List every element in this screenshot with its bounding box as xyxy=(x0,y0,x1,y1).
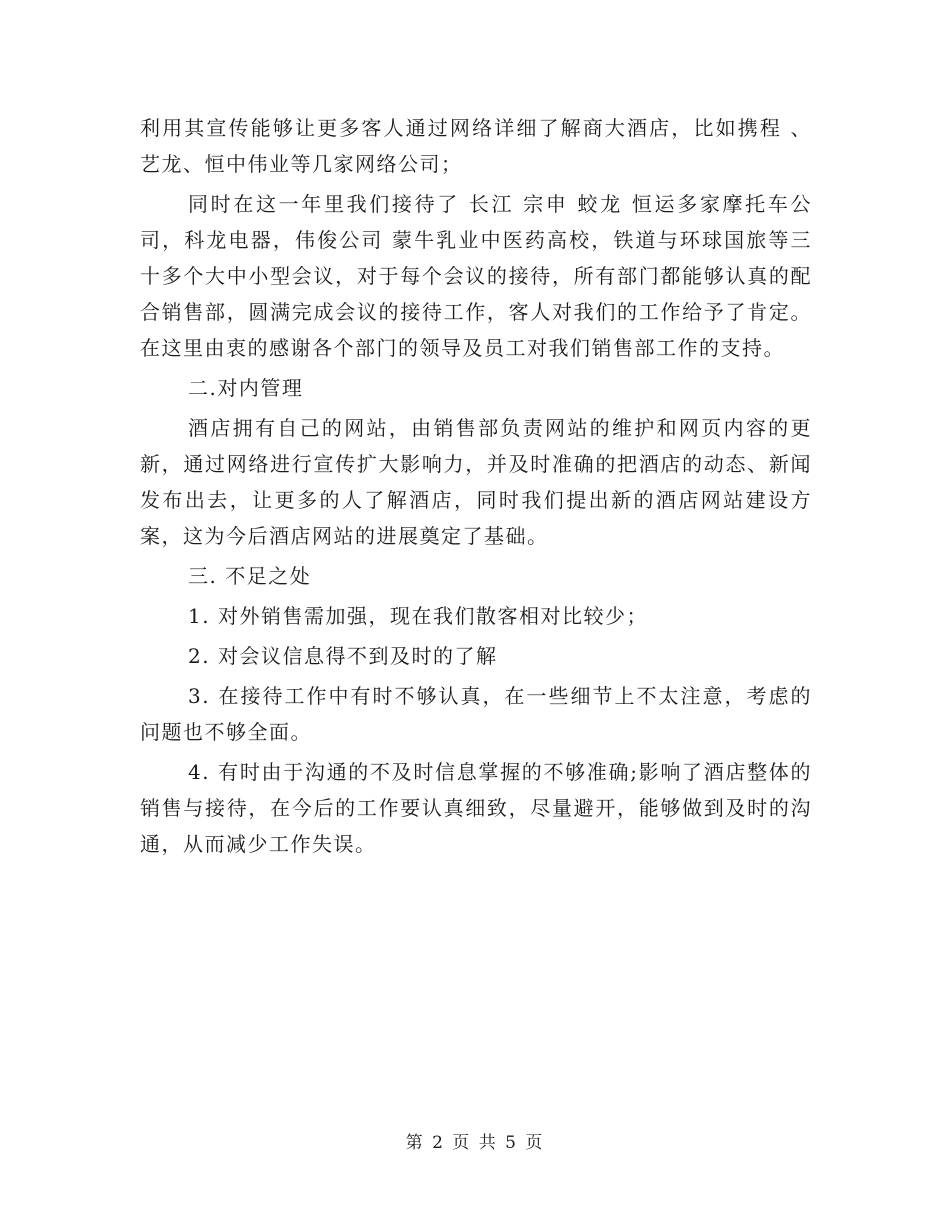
paragraph-hotel-website: 酒店拥有自己的网站，由销售部负责网站的维护和网页内容的更新，通过网络进行宣传扩大影响力，并及时准确的把酒店的动态、新闻发布出去，让更多的人了解酒店，同时我们提出新的酒店网站建设方案，这为今后酒店网站的进展奠定了基础。 xyxy=(140,416,812,548)
section-heading-shortcomings: 三. 不足之处 xyxy=(188,564,312,588)
page-number-footer: 第 2 页 共 5 页 xyxy=(405,1133,545,1153)
list-item-shortcoming-1: 1. 对外销售需加强，现在我们散客相对比较少； xyxy=(188,604,648,628)
list-item-shortcoming-3: 3. 在接待工作中有时不够认真，在一些细节上不太注意，考虑的问题也不够全面。 xyxy=(140,684,812,744)
paragraph-website-promotion: 利用其宣传能够让更多客人通过网络详细了解商大酒店，比如携程 、艺龙、恒中伟业等几家网络公司； xyxy=(140,116,812,176)
paragraph-conference-reception: 同时在这一年里我们接待了 长江 宗申 蛟龙 恒运多家摩托车公司，科龙电器，伟俊公司 蒙牛乳业中医药高校，铁道与环球国旅等三十多个大中小型会议，对于每个会议的接待，所有部门都能够认真的配合销售部，圆满完成会议的接待工作，客人对我们的工作给予了肯定。在这里由衷的感谢各个部门的领导及员工对我们销售部工作的支持。 xyxy=(140,192,812,360)
list-item-shortcoming-2: 2. 对会议信息得不到及时的了解 xyxy=(188,644,498,668)
section-heading-internal-management: 二.对内管理 xyxy=(188,376,304,400)
list-item-shortcoming-4: 4. 有时由于沟通的不及时信息掌握的不够准确;影响了酒店整体的销售与接待，在今后的工作要认真细致，尽量避开，能够做到及时的沟通，从而减少工作失误。 xyxy=(140,760,812,856)
document-body xyxy=(140,110,812,866)
